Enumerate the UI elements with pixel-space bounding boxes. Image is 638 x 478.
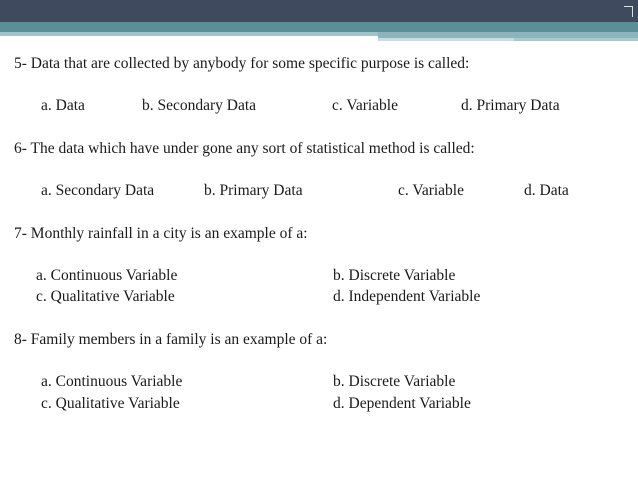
question-5-stem: 5- Data that are collected by anybody for some specific purpose is called: <box>14 55 470 72</box>
question-7-option-c: c. Qualitative Variable <box>36 288 175 305</box>
question-8-option-d: d. Dependent Variable <box>333 395 471 412</box>
question-6-option-c: c. Variable <box>398 182 464 199</box>
question-6-stem: 6- The data which have under gone any sort of statistical method is called: <box>14 140 475 157</box>
question-7-option-b: b. Discrete Variable <box>333 267 456 284</box>
question-8-option-a: a. Continuous Variable <box>41 373 183 390</box>
question-5-option-b: b. Secondary Data <box>142 97 257 114</box>
question-6-option-b: b. Primary Data <box>204 182 303 199</box>
question-7-stem: 7- Monthly rainfall in a city is an example of a: <box>14 225 308 242</box>
question-8-stem: 8- Family members in a family is an example of a: <box>14 331 328 348</box>
question-5-option-c: c. Variable <box>332 97 398 114</box>
question-5-option-d: d. Primary Data <box>461 97 560 114</box>
question-8-option-c: c. Qualitative Variable <box>41 395 180 412</box>
question-7-option-d: d. Independent Variable <box>333 288 481 305</box>
question-5-option-a: a. Data <box>41 97 85 114</box>
question-8-option-b: b. Discrete Variable <box>333 373 456 390</box>
question-6-option-d: d. Data <box>524 182 569 199</box>
question-7-option-a: a. Continuous Variable <box>36 267 178 284</box>
question-6-option-a: a. Secondary Data <box>41 182 155 199</box>
